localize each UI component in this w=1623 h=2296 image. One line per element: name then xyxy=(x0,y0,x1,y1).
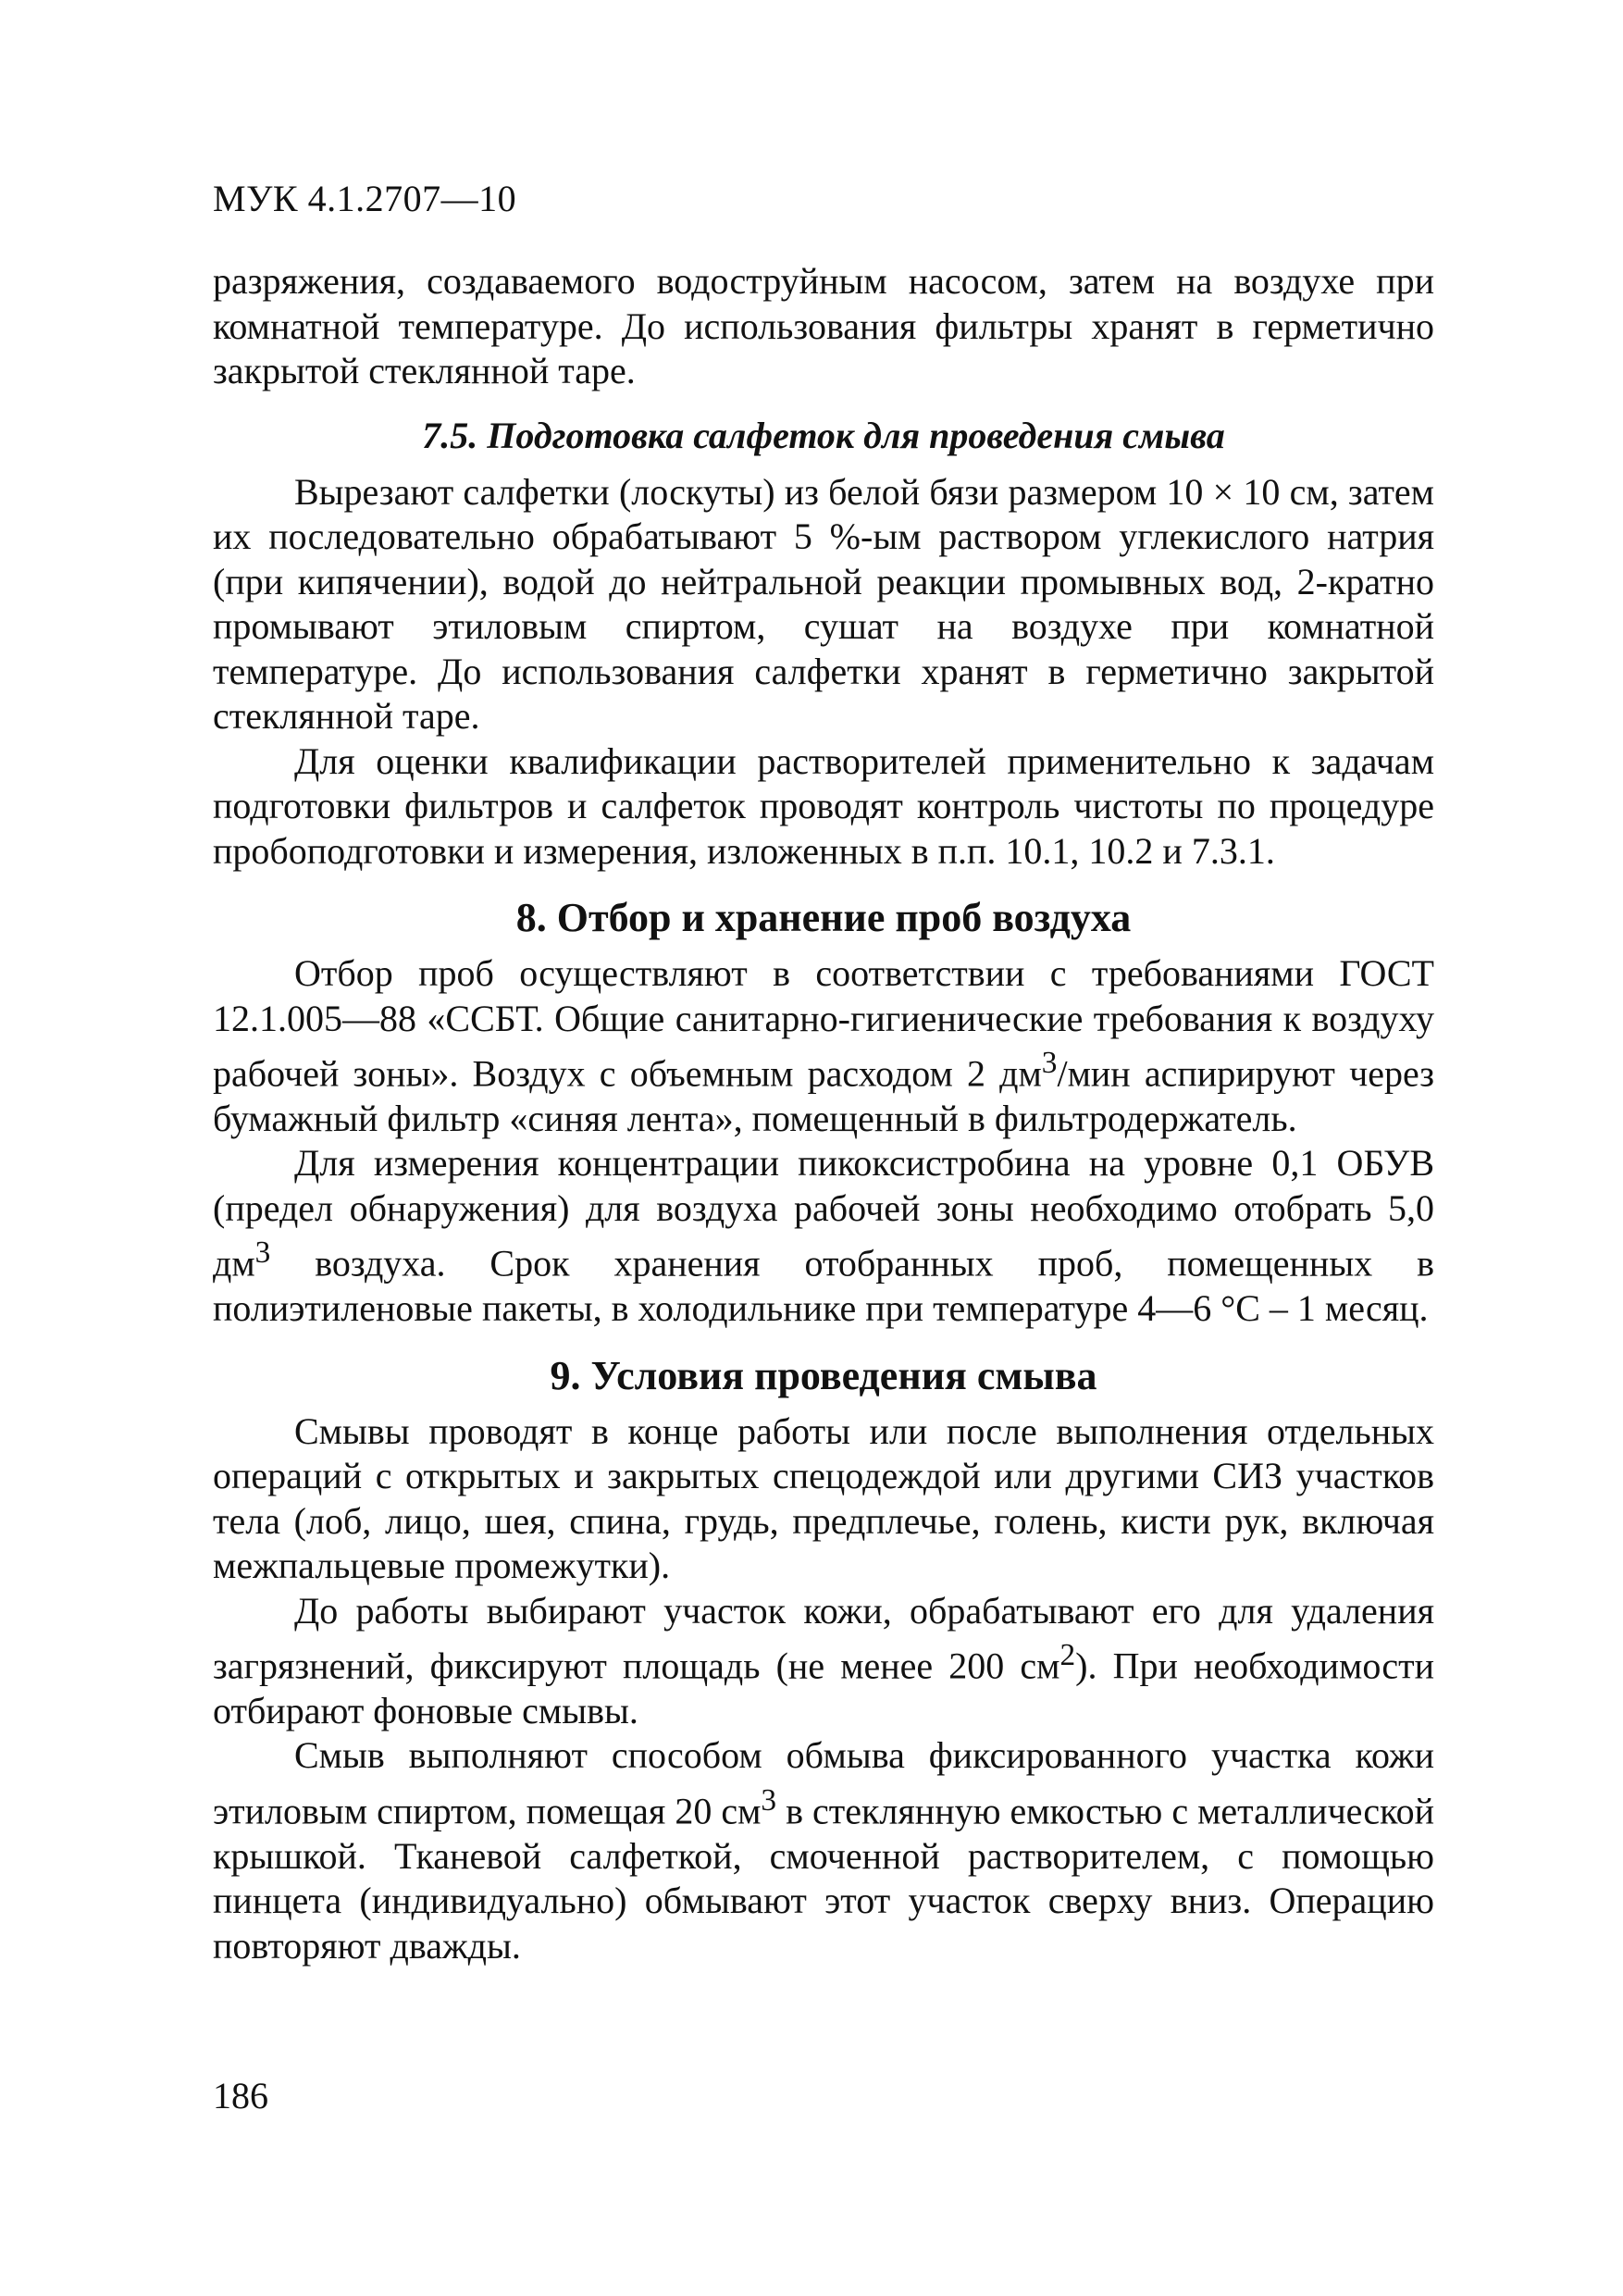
text-run: /мин аспирируют через бумажный фильтр «синяя лента», помещенный в фильтродержатель. xyxy=(213,1052,1434,1139)
section-7-5-title: 7.5. Подготовка салфеток для проведения смыва xyxy=(422,414,1225,456)
section-8-title: 8. Отбор и хранение проб воздуха xyxy=(515,895,1132,940)
running-head: МУК 4.1.2707—10 xyxy=(213,178,517,219)
superscript: 3 xyxy=(761,1782,777,1818)
superscript: 2 xyxy=(1059,1638,1076,1673)
document-page xyxy=(213,176,1434,1968)
text-run: Отбор проб осуществляют в соответствии с требованиями ГОСТ 12.1.005—88 «ССБТ. Общие санитарно-гигиенические требования к воздуху рабочей зоны». Воздух с объемным расходом 2 дм xyxy=(213,952,1434,1095)
section-8-paragraph-2 xyxy=(213,1141,1434,1331)
superscript: 3 xyxy=(1041,1046,1058,1080)
text-run: Смыв выполняют способом обмыва фиксированного участка кожи этиловым спиртом, помещая 20 см xyxy=(213,1734,1434,1832)
text-run: До работы выбирают участок кожи, обрабатывают его для удаления загрязнений, фиксируют площадь (не менее 200 см xyxy=(213,1589,1434,1687)
section-9-paragraph-3 xyxy=(213,1733,1434,1968)
text-run: Для измерения концентрации пикоксистробина на уровне 0,1 ОБУВ (предел обнаружения) для воздуха рабочей зоны необходимо отобрать 5,0 дм xyxy=(213,1142,1434,1285)
text-run: в стеклянную емкостью с металлической крышкой. Тканевой салфеткой, смоченной растворителем, с помощью пинцета (индивидуально) обмывают этот участок сверху вниз. Операцию повторяют дважды. xyxy=(213,1790,1434,1967)
section-8-paragraph-1 xyxy=(213,951,1434,1141)
section-9-paragraph-2 xyxy=(213,1589,1434,1734)
section-9-paragraph-1: Смывы проводят в конце работы или после выполнения отдельных операций с открытых и закрытых спецодеждой или другими СИЗ участков тела (лоб, лицо, шея, спина, грудь, предплечье, голень, кисти рук, включая межпальцевые промежутки). xyxy=(213,1409,1434,1587)
text-run: ). При необходимости отбирают фоновые смывы. xyxy=(213,1644,1434,1731)
section-7-5-paragraph-1: Вырезают салфетки (лоскуты) из белой бязи размером 10 × 10 см, затем их последовательно обрабатывают 5 %-ым раствором углекислого натрия (при кипячении), водой до нейтральной реакции промывных вод, 2-кратно промывают этиловым спиртом, сушат на воздухе при комнатной температуре. До использования салфетки хранят в герметично закрытой стеклянной таре. xyxy=(213,470,1434,737)
section-7-5-paragraph-2: Для оценки квалификации растворителей применительно к задачам подготовки фильтров и салфеток проводят контроль чистоты по процедуре пробоподготовки и измерения, изложенных в п.п. 10.1, 10.2 и 7.3.1. xyxy=(213,739,1434,872)
superscript: 3 xyxy=(254,1235,271,1271)
section-9-title: 9. Условия проведения смыва xyxy=(550,1352,1097,1398)
text-run: воздуха. Срок хранения отобранных проб, помещенных в полиэтиленовые пакеты, в холодильнике при температуре 4—6 °С – 1 месяц. xyxy=(213,1242,1434,1330)
paragraph-intro: разряжения, создаваемого водоструйным насосом, затем на воздухе при комнатной температуре. До использования фильтры хранят в герметично закрытой стеклянной таре. xyxy=(213,260,1434,391)
page-number: 186 xyxy=(213,2075,268,2116)
